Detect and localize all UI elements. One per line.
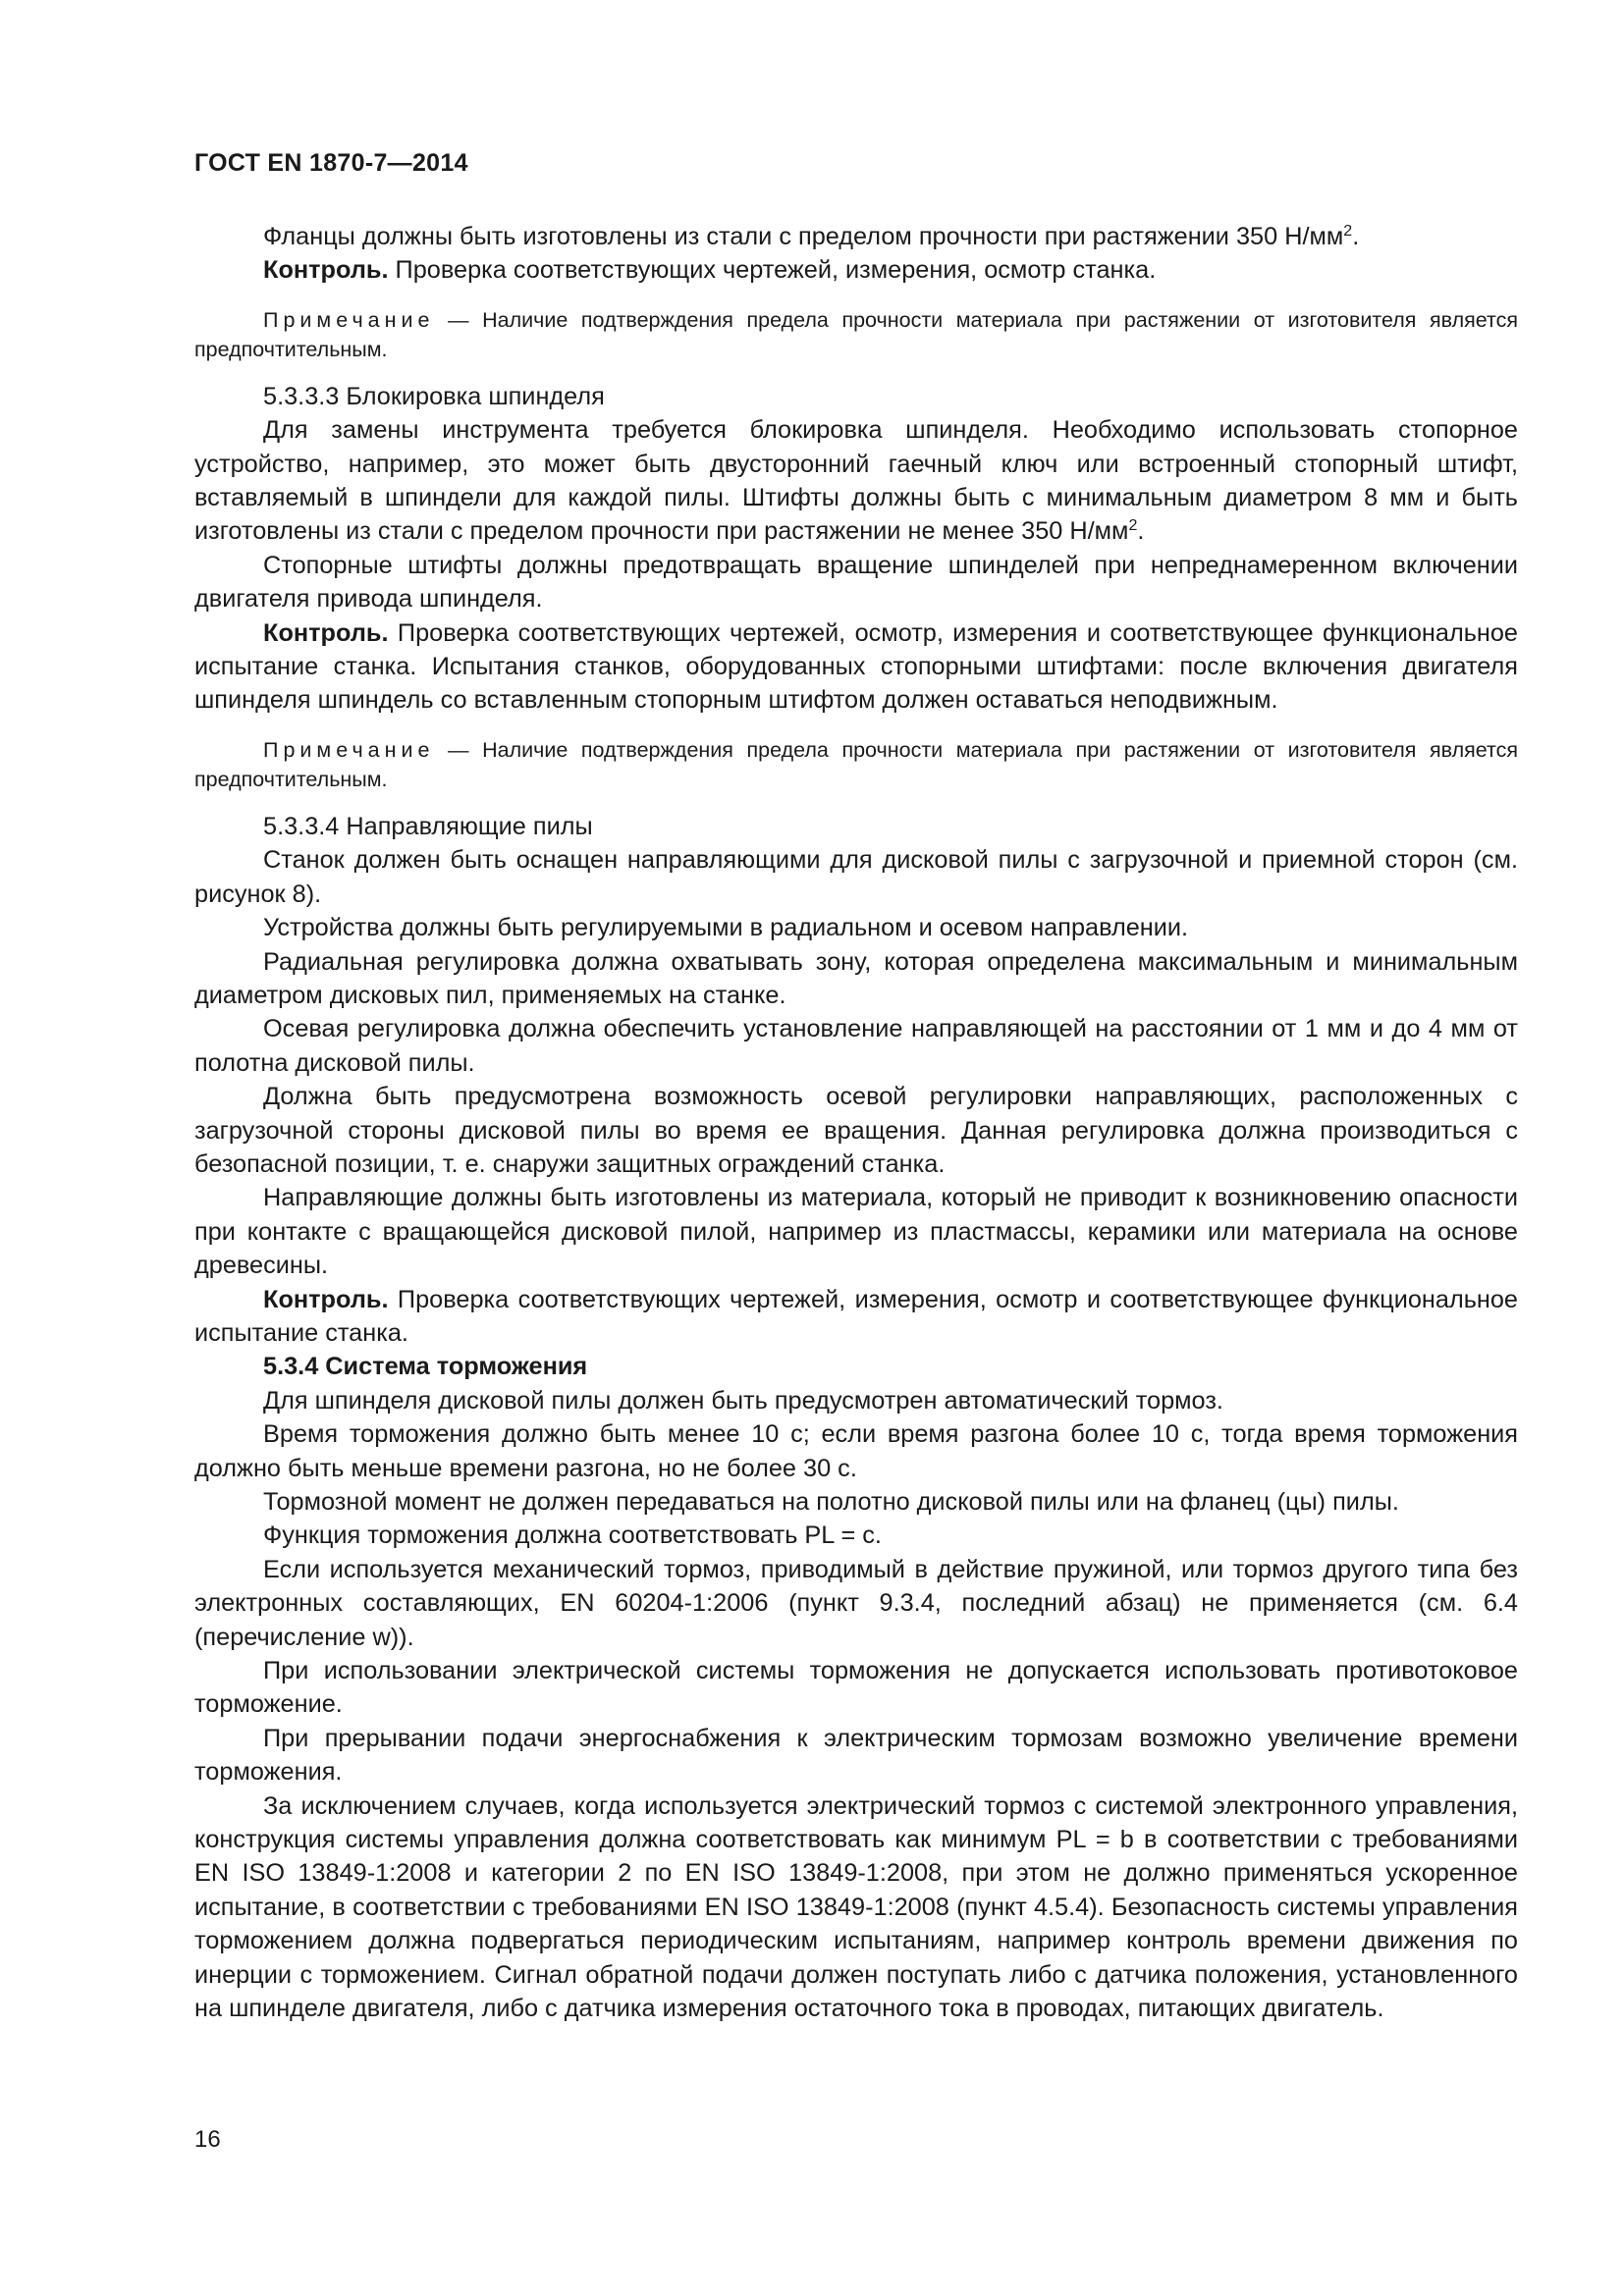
paragraph: Направляющие должны быть изготовлены из материала, который не приводит к возникновению опасности при контакте с вращающейся дисковой пилой, например из пластмассы, керамики или материала на основе древесины.: [194, 1184, 1518, 1280]
note-label: Примечание: [263, 737, 435, 762]
paragraph: Контроль. Проверка соответствующих чертежей, измерения, осмотр и соответствующее функциональное испытание станка.: [194, 1285, 1518, 1347]
paragraph: Время торможения должно быть менее 10 с; если время разгона более 10 с, тогда время торможения должно быть меньше времени разгона, но не более 30 с.: [194, 1420, 1518, 1482]
document-body: [194, 220, 1518, 2026]
paragraph: Станок должен быть оснащен направляющими для дисковой пилы с загрузочной и приемной сторон (см. рисунок 8).: [194, 846, 1518, 908]
paragraph: Тормозной момент не должен передаваться на полотно дисковой пилы или на фланец (цы) пилы.: [263, 1488, 1399, 1516]
paragraph: Если используется механический тормоз, приводимый в действие пружиной, или тормоз другого типа без электронных составляющих, EN 60204-1:2006 (пункт 9.3.4, последний абзац) не применяется (см. 6.4 (перечисление w)).: [194, 1555, 1518, 1651]
page-number: 16: [194, 2126, 221, 2153]
control-label: Контроль.: [263, 618, 389, 647]
paragraph: Должна быть предусмотрена возможность осевой регулировки направляющих, расположенных с загрузочной стороны дисковой пилы во время ее вращения. Данная регулировка должна производиться с безопасной позиции, т. е. снаружи защитных ограждений станка.: [194, 1083, 1518, 1178]
paragraph: Для шпинделя дисковой пилы должен быть предусмотрен автоматический тормоз.: [263, 1386, 1223, 1415]
section-title: 5.3.4 Система торможения: [263, 1353, 588, 1381]
paragraph: Для замены инструмента требуется блокировка шпинделя. Необходимо использовать стопорное устройство, например, это может быть двусторонний гаечный ключ или встроенный стопорный штифт, вставляемый в шпиндели для каждой пилы. Штифты должны быть с минимальным диаметром 8 мм и быть изготовлены из стали с пределом прочности при растяжении не менее 350 $Н/мм^2$.: [194, 416, 1518, 546]
note: Примечание — Наличие подтверждения предела прочности материала при растяжении от изготовителя является предпочтительным.: [194, 307, 1518, 361]
paragraph: Устройства должны быть регулируемыми в радиальном и осевом направлении.: [263, 914, 1189, 942]
document-header: ГОСТ EN 1870-7—2014: [194, 149, 468, 177]
paragraph: Контроль. Проверка соответствующих чертежей, измерения, осмотр станка.: [263, 256, 1157, 285]
paragraph: Контроль. Проверка соответствующих чертежей, осмотр, измерения и соответствующее функциональное испытание станка. Испытания станков, оборудованных стопорными штифтами: после включения двигателя шпинделя шпиндель со вставленным стопорным штифтом должен оставаться неподвижным.: [194, 618, 1518, 715]
paragraph: При использовании электрической системы торможения не допускается использовать противотоковое торможение.: [194, 1657, 1518, 1719]
paragraph: Функция торможения должна соответствовать PL = с.: [263, 1522, 882, 1550]
paragraph: Фланцы должны быть изготовлены из стали с пределом прочности при растяжении 350 $Н/мм^2$.: [263, 223, 1360, 250]
paragraph: При прерывании подачи энергоснабжения к электрическим тормозам возможно увеличение времени торможения.: [194, 1724, 1518, 1787]
paragraph: Осевая регулировка должна обеспечить установление направляющей на расстоянии от 1 мм и до 4 мм от полотна дисковой пилы.: [194, 1015, 1518, 1077]
paragraph: Радиальная регулировка должна охватывать зону, которая определена максимальным и минимальным диаметром дисковых пил, применяемых на станке.: [194, 947, 1518, 1009]
subsection-title: 5.3.3.3 Блокировка шпинделя: [263, 382, 605, 410]
control-label: Контроль.: [263, 1285, 389, 1313]
control-label: Контроль.: [263, 256, 389, 285]
subsection-title: 5.3.3.4 Направляющие пилы: [263, 812, 593, 840]
note: Примечание — Наличие подтверждения предела прочности материала при растяжении от изготовителя является предпочтительным.: [194, 737, 1518, 791]
note-label: Примечание: [263, 307, 435, 332]
paragraph: За исключением случаев, когда используется электрический тормоз с системой электронного управления, конструкция системы управления должна соответствовать как минимум PL = b в соответствии с требованиями EN ISO 13849-1:2008 и категории 2 по EN ISO 13849-1:2008, при этом не должно применяться ускоренное испытание, в соответствии с требованиями EN ISO 13849-1:2008 (пункт 4.5.4). Безопасность системы управления торможением должна подвергаться периодическим испытаниям, например контроль времени движения по инерции с торможением. Сигнал обратной подачи должен поступать либо с датчика положения, установленного на шпинделе двигателя, либо с датчика измерения остаточного тока в проводах, питающих двигатель.: [194, 1791, 1518, 2023]
paragraph: Стопорные штифты должны предотвращать вращение шпинделей при непреднамеренном включении двигателя привода шпинделя.: [194, 551, 1518, 614]
